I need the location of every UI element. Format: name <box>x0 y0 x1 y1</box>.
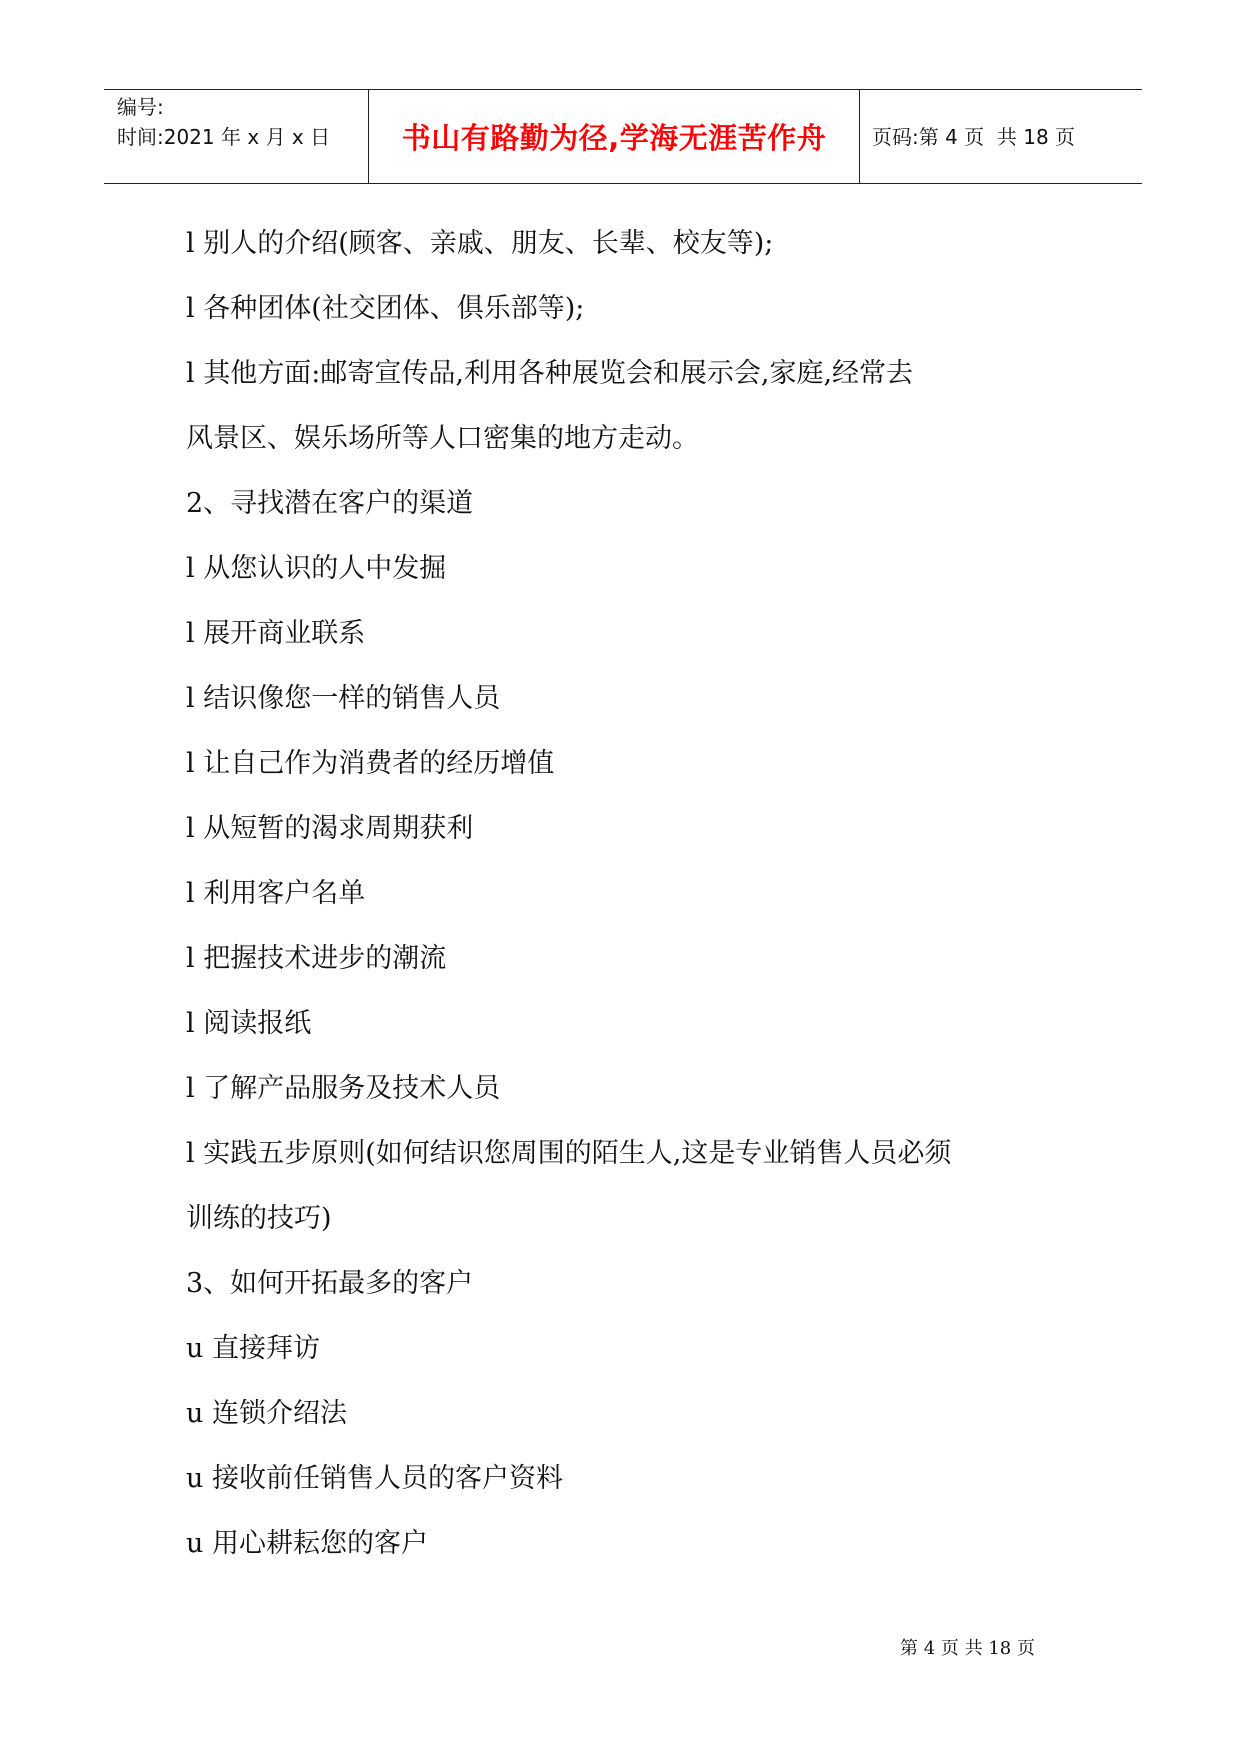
body-line: u 直接拜访 <box>186 1333 320 1364</box>
body-line: l 让自己作为消费者的经历增值 <box>186 748 555 779</box>
body-line: l 展开商业联系 <box>186 618 366 649</box>
page-footer: 第 4 页 共 18 页 <box>900 1638 1035 1659</box>
header-divider-right <box>859 90 860 183</box>
body-line: l 结识像您一样的销售人员 <box>186 683 501 714</box>
header-page-info: 页码:第 4 页 共 18 页 <box>872 125 1076 149</box>
body-line: l 了解产品服务及技术人员 <box>186 1073 501 1104</box>
time-label: 时间:2021 年 x 月 x 日 <box>117 125 331 149</box>
page-header <box>104 89 1142 184</box>
body-line: u 连锁介绍法 <box>186 1398 347 1429</box>
body-line: l 其他方面:邮寄宣传品,利用各种展览会和展示会,家庭,经常去 <box>186 358 914 389</box>
body-line: 风景区、娱乐场所等人口密集的地方走动。 <box>186 423 699 454</box>
body-line: l 把握技术进步的潮流 <box>186 943 447 974</box>
body-line: 训练的技巧) <box>186 1203 332 1234</box>
body-line: u 接收前任销售人员的客户资料 <box>186 1463 563 1494</box>
body-line: l 阅读报纸 <box>186 1008 312 1039</box>
header-meta <box>117 92 367 152</box>
section-heading: 3、如何开拓最多的客户 <box>186 1268 474 1299</box>
header-motto: 书山有路勤为径,学海无涯苦作舟 <box>401 121 827 155</box>
body-line: l 别人的介绍(顾客、亲戚、朋友、长辈、校友等); <box>186 228 774 259</box>
body-line: l 利用客户名单 <box>186 878 366 909</box>
body-line: l 各种团体(社交团体、俱乐部等); <box>186 293 585 324</box>
body-line: l 从您认识的人中发掘 <box>186 553 447 584</box>
section-heading: 2、寻找潜在客户的渠道 <box>186 488 474 519</box>
serial-label: 编号: <box>117 95 164 119</box>
body-line: l 从短暂的渴求周期获利 <box>186 813 474 844</box>
body-line: u 用心耕耘您的客户 <box>186 1528 428 1559</box>
body-line: l 实践五步原则(如何结识您周围的陌生人,这是专业销售人员必须 <box>186 1138 952 1169</box>
